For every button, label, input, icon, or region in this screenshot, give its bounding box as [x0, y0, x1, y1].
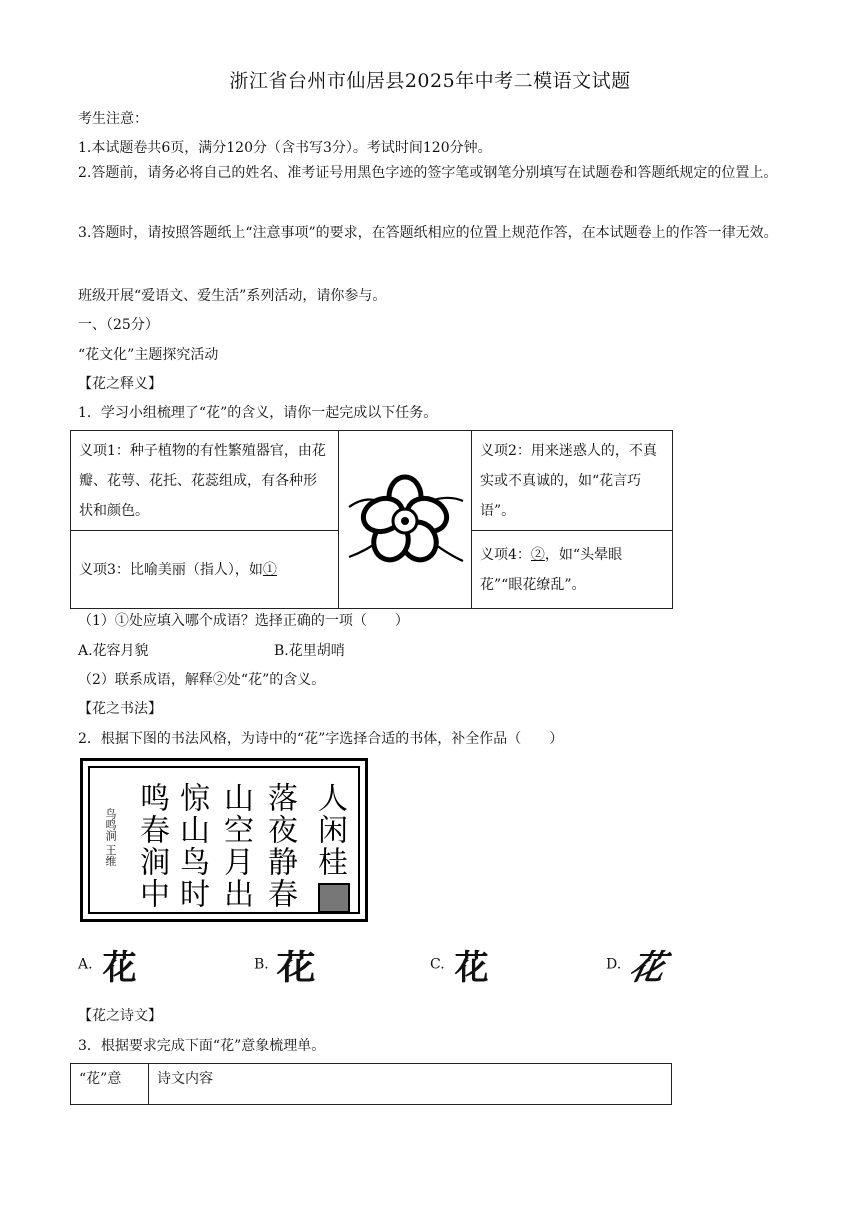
calligraphy-column-5: 鸣春涧中	[134, 782, 169, 910]
question-3: 3．根据要求完成下面“花”意象梳理单。	[78, 1038, 326, 1054]
blank-1-mark: ①	[262, 561, 277, 578]
calligraphy-image	[80, 758, 368, 922]
intro-text: 班级开展“爱语文、爱生活”系列活动，请你参与。	[78, 288, 387, 304]
q2-option-c-label: C.	[430, 956, 445, 973]
blank-2-mark: ②	[530, 546, 545, 563]
definition-4-suffix: ，如“头晕眼花”“眼花缭乱”。	[480, 546, 623, 593]
notice-item-1: 1.本试题卷共6页，满分120分（含书写3分）。考试时间120分钟。	[78, 140, 492, 156]
definition-4-prefix: 义项4：	[480, 546, 531, 563]
q2-option-d-glyph: 花	[626, 948, 669, 988]
part1-title: 【花之释义】	[78, 376, 162, 392]
notice-item-3: 3.答题时，请按照答题纸上“注意事项”的要求，在答题纸相应的位置上规范作答，在本试题卷上的作答一律无效。	[78, 225, 778, 241]
q2-option-c-glyph: 花	[454, 948, 489, 988]
q2-option-a-glyph: 花	[102, 948, 137, 988]
definition-table	[70, 430, 673, 609]
q2-option-a	[78, 940, 137, 989]
calligraphy-signature: 鸟鸣涧 王维	[104, 808, 117, 867]
calligraphy-column-1: 人闲桂	[312, 782, 347, 878]
definition-3-text: 义项3：比喻美丽（指人），如	[79, 561, 263, 578]
question-1-1: （1）①处应填入哪个成语？选择正确的一项（ ）	[78, 613, 409, 629]
q2-option-d	[606, 940, 669, 989]
definition-4	[472, 531, 673, 609]
calligraphy-column-2: 落夜静春	[262, 782, 297, 910]
calligraphy-column-3: 山空月出	[218, 782, 253, 910]
q2-option-b	[254, 940, 316, 989]
seal-stamp	[318, 883, 350, 913]
section-heading: 一、（25分）	[78, 317, 159, 333]
imagery-table	[70, 1063, 672, 1105]
definition-2: 义项2：用来迷惑人的，不真实或不真诚的，如“花言巧语”。	[472, 431, 673, 531]
question-1: 1．学习小组梳理了“花”的含义，请你一起完成以下任务。	[78, 405, 438, 421]
question-2: 2．根据下图的书法风格，为诗中的“花”字选择合适的书体，补全作品（ ）	[78, 731, 564, 747]
imagery-header-content: 诗文内容	[149, 1064, 672, 1105]
calligraphy-frame	[88, 766, 360, 914]
q2-option-a-label: A.	[78, 956, 93, 973]
q2-option-b-glyph: 花	[276, 948, 316, 988]
part2-title: 【花之书法】	[78, 701, 162, 717]
q2-option-d-label: D.	[606, 956, 622, 973]
flower-icon	[341, 449, 469, 579]
question-1-2: （2）联系成语，解释②处“花”的含义。	[78, 672, 326, 688]
option-a: A.花容月貌	[78, 643, 149, 659]
q2-option-c	[430, 940, 489, 989]
notice-heading: 考生注意：	[78, 111, 148, 127]
imagery-header-meaning: “花”意	[71, 1064, 149, 1105]
part3-title: 【花之诗文】	[78, 1008, 162, 1024]
q2-option-b-label: B.	[254, 956, 269, 973]
calligraphy-column-4: 惊山鸟时	[174, 782, 209, 910]
definition-3	[71, 531, 339, 609]
page-title: 浙江省台州市仙居县2025年中考二模语文试题	[229, 70, 631, 92]
flower-image-cell	[339, 431, 472, 609]
notice-item-2: 2.答题前，请务必将自己的姓名、准考证号用黑色字迹的签字笔或钢笔分别填写在试题卷和答题纸规定的位置上。	[78, 165, 778, 181]
activity-title: “花文化”主题探究活动	[78, 347, 219, 363]
option-b: B.花里胡哨	[274, 643, 345, 659]
definition-1: 义项1：种子植物的有性繁殖器官，由花瓣、花萼、花托、花蕊组成，有各种形状和颜色。	[71, 431, 339, 531]
